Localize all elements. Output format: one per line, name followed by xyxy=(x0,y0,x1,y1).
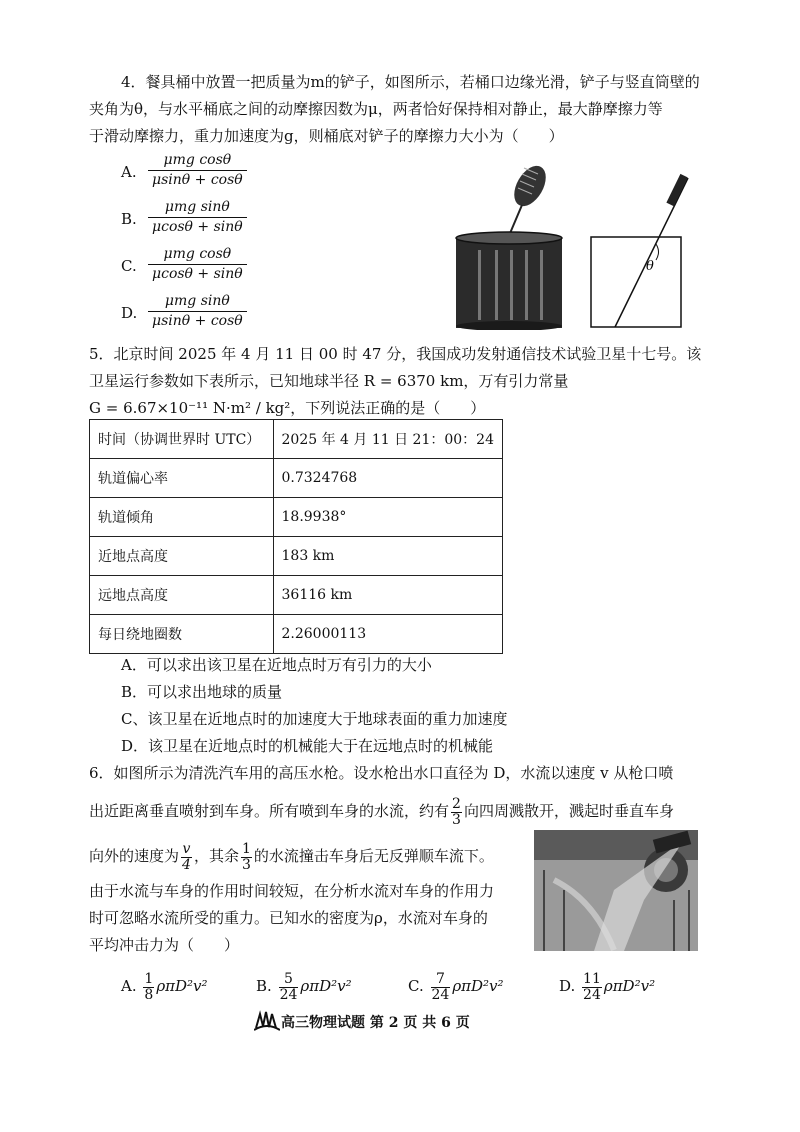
table-cell-value: 183 km xyxy=(273,537,503,576)
table-row xyxy=(90,615,503,654)
q5-text-line1: 5．北京时间 2025 年 4 月 11 日 00 时 47 分，我国成功发射通信技术试验卫星十七号。该 xyxy=(89,345,702,363)
angle-label: θ xyxy=(646,259,654,274)
q6-option-a[interactable]: A. $\frac{1}{8}$ ρπD²v² xyxy=(121,970,208,1003)
q6-text-line4: 由于水流与车身的作用时间较短，在分析水流对车身的作用力 xyxy=(89,882,495,900)
q4-text-line2: 夹角为θ，与水平桶底之间的动摩擦因数为μ，两者恰好保持相对静止，最大静摩擦力等 xyxy=(89,100,663,118)
table-cell-label: 轨道偏心率 xyxy=(90,459,274,498)
table-cell-label: 远地点高度 xyxy=(90,576,274,615)
option-label: B. xyxy=(121,210,137,228)
satellite-param-table xyxy=(89,419,503,654)
fraction-one-third: $\frac{1}{3}$ xyxy=(241,840,251,873)
table-cell-value: 0.7324768 xyxy=(273,459,503,498)
table-row xyxy=(90,420,503,459)
q6-text-line1: 6．如图所示为清洗汽车用的高压水枪。设水枪出水口直径为 D，水流以速度 v 从枪口喷 xyxy=(89,764,674,782)
q6-text-line2: 出近距离垂直喷射到车身。所有喷到车身的水流，约有 $\frac{2}{3}$ 向四周溅散开，溅起时垂直车身 xyxy=(89,795,674,828)
scribble-mark-icon xyxy=(254,1008,280,1034)
q5-option-b[interactable]: B．可以求出地球的质量 xyxy=(121,683,283,701)
option-fraction: μmg cosθ μcosθ + sinθ xyxy=(148,245,247,284)
table-row xyxy=(90,459,503,498)
option-fraction: μmg sinθ μsinθ + cosθ xyxy=(148,292,247,331)
table-cell-value: 2025 年 4 月 11 日 21：00：24 xyxy=(273,420,503,459)
q6-option-c[interactable]: C. $\frac{7}{24}$ ρπD²v² xyxy=(408,970,504,1003)
q5-option-a[interactable]: A．可以求出该卫星在近地点时万有引力的大小 xyxy=(121,656,432,674)
fraction: $\frac{7}{24}$ xyxy=(431,970,450,1003)
option-label: A. xyxy=(121,163,137,181)
bucket-rim xyxy=(456,232,562,244)
fraction-two-thirds: $\frac{2}{3}$ xyxy=(452,795,461,828)
table-row xyxy=(90,576,503,615)
option-fraction: μmg sinθ μcosθ + sinθ xyxy=(148,198,247,237)
table-row xyxy=(90,537,503,576)
table-row xyxy=(90,498,503,537)
bucket-body xyxy=(456,238,562,328)
fraction-v-quarter: $\frac{v}{4}$ xyxy=(182,840,191,873)
schematic-figure xyxy=(585,170,690,330)
table-cell-value: 18.9938° xyxy=(273,498,503,537)
fraction: $\frac{5}{24}$ xyxy=(279,970,298,1003)
table-cell-label: 每日绕地圈数 xyxy=(90,615,274,654)
option-label: D. xyxy=(121,304,138,322)
option-label: C. xyxy=(121,257,137,275)
q5-option-d[interactable]: D．该卫星在近地点时的机械能大于在远地点时的机械能 xyxy=(121,737,494,755)
table-cell-value: 2.26000113 xyxy=(273,615,503,654)
q5-text-line3: G = 6.67×10⁻¹¹ N·m² / kg²，下列说法正确的是（ ） xyxy=(89,399,486,417)
bucket-figure xyxy=(450,160,572,330)
q6-text-line6: 平均冲击力为（ ） xyxy=(89,936,240,954)
q4-text-line1: 4．餐具桶中放置一把质量为m的铲子，如图所示，若桶口边缘光滑，铲子与竖直筒壁的 xyxy=(121,73,700,91)
q6-text-line5: 时可忽略水流所受的重力。已知水的密度为ρ，水流对车身的 xyxy=(89,909,488,927)
q5-option-c[interactable]: C、该卫星在近地点时的加速度大于地球表面的重力加速度 xyxy=(121,710,508,728)
fraction: $\frac{1}{8}$ xyxy=(144,970,154,1003)
container-outline xyxy=(591,237,681,327)
option-fraction: μmg cosθ μsinθ + cosθ xyxy=(148,151,247,190)
q6-option-d[interactable]: D. $\frac{11}{24}$ ρπD²v² xyxy=(559,970,656,1003)
fraction: $\frac{11}{24}$ xyxy=(583,970,601,1003)
table-cell-value: 36116 km xyxy=(273,576,503,615)
angle-arc xyxy=(656,244,659,260)
q5-text-line2: 卫星运行参数如下表所示，已知地球半径 R = 6370 km，万有引力常量 xyxy=(89,372,569,390)
table-cell-label: 轨道倾角 xyxy=(90,498,274,537)
q4-text-line3: 于滑动摩擦力，重力加速度为g，则桶底对铲子的摩擦力大小为（ ） xyxy=(89,127,564,145)
table-cell-label: 时间（协调世界时 UTC） xyxy=(90,420,274,459)
spatula-line xyxy=(615,178,688,327)
page-footer: 高三物理试题 第 2 页 共 6 页 xyxy=(281,1015,470,1031)
q6-option-b[interactable]: B. $\frac{5}{24}$ ρπD²v² xyxy=(256,970,352,1003)
spatula-head-icon xyxy=(508,160,553,211)
car-wash-photo xyxy=(534,830,698,951)
q6-text-line3: 向外的速度为 $\frac{v}{4}$ ，其余 $\frac{1}{3}$ 的水流撞击车身后无反弹顺车流下。 xyxy=(89,840,494,873)
table-cell-label: 近地点高度 xyxy=(90,537,274,576)
